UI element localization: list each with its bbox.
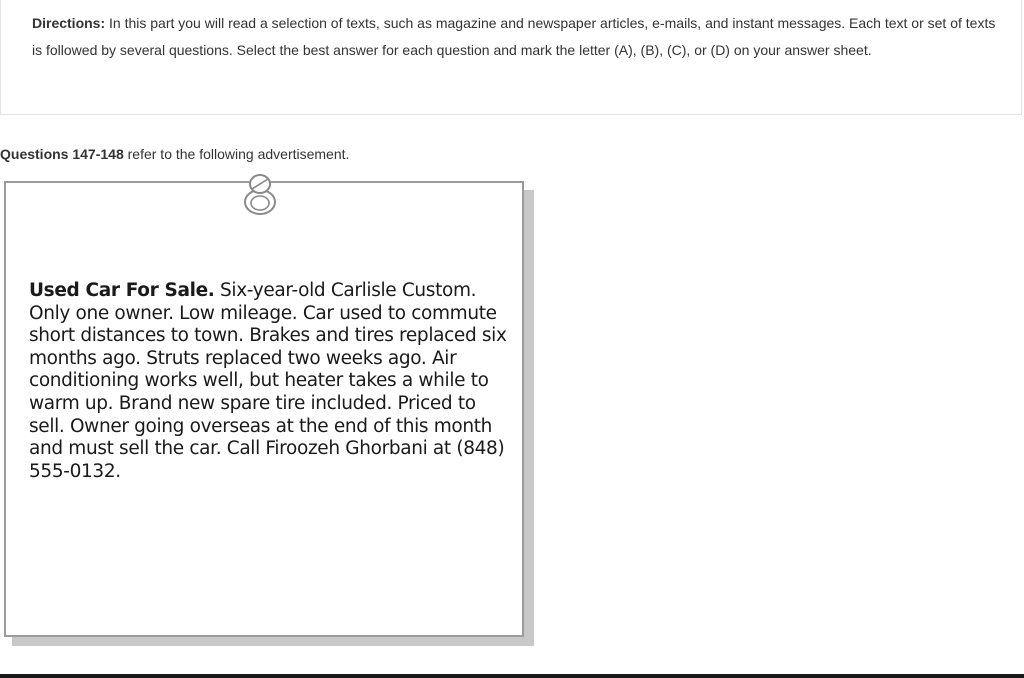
advertisement-body: Six-year-old Carlisle Custom. Only one owner. Low mileage. Car used to commute short distances to town. Brakes and tires replaced six months ago. Struts replaced two weeks ago. Air conditioning works well, but heater takes a while to warm up. Brand new spare tire included. Priced to sell. Owner going overseas at the end of this month and must sell the car. Call Firoozeh Ghorbani at (848) 555-0132. <box>29 280 507 482</box>
question-reference <box>0 146 349 162</box>
advertisement-headline: Used Car For Sale. <box>29 280 215 301</box>
bottom-divider <box>0 674 1024 678</box>
advertisement-text <box>29 280 507 483</box>
question-range-label: Questions 147-148 <box>0 146 124 162</box>
pushpin-icon <box>240 171 280 217</box>
question-reference-text: refer to the following advertisement. <box>123 146 350 162</box>
directions-label: Directions: <box>32 15 106 31</box>
directions-text: In this part you will read a selection of texts, such as magazine and newspaper articles, e-mails, and instant messages. Each text or set of texts is followed by several questions. Select the best answer for each question and mark the letter (A), (B), (C), or (D) on your answer sheet. <box>32 15 996 58</box>
directions-panel <box>0 0 1022 115</box>
